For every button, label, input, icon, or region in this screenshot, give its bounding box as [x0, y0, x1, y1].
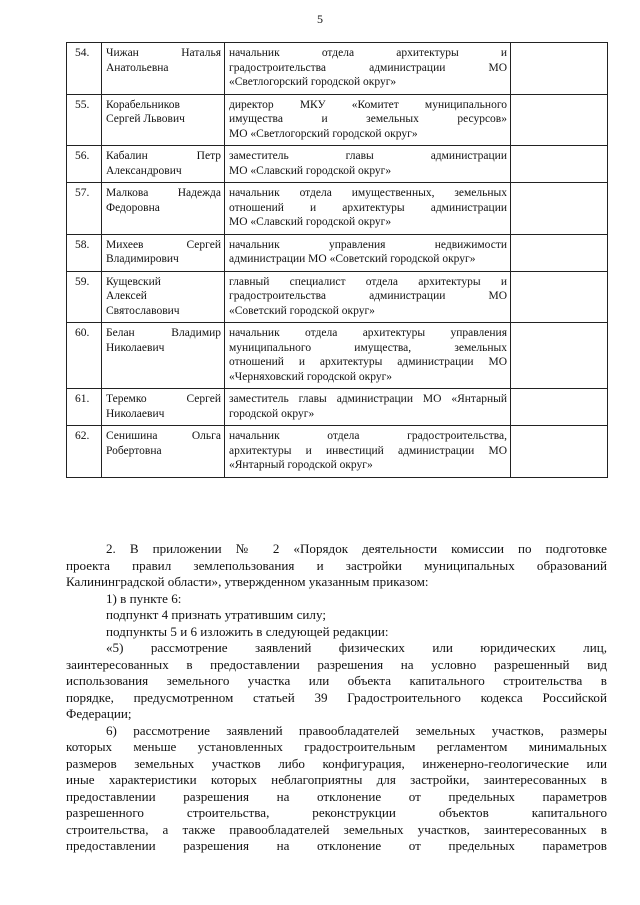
- empty-cell: [511, 43, 608, 95]
- table-row: [67, 271, 608, 323]
- member-position: [225, 271, 511, 323]
- member-position-line: директор МКУ «Комитет муниципального: [229, 98, 507, 111]
- table-row: [67, 94, 608, 146]
- member-position-line: МО «Славский городской округ»: [229, 164, 392, 177]
- member-position-line: начальник отдела архитектуры и: [229, 47, 507, 59]
- member-position: [225, 426, 511, 478]
- member-name: [102, 146, 225, 183]
- row-number: 54.: [67, 43, 102, 95]
- members-table-body: [67, 43, 608, 478]
- member-position-line: начальник управления недвижимости: [229, 238, 507, 251]
- body-line: «5) рассмотрение заявлений физических или юридических лиц,: [106, 640, 607, 655]
- body-line: Калининградской области», утвержденном указанным приказом:: [66, 574, 429, 589]
- member-position-line: заместитель главы администрации МО «Янтарный: [229, 393, 507, 405]
- member-name: [102, 43, 225, 95]
- body-line: которых меньше установленных градостроительным регламентом минимальных: [66, 739, 607, 754]
- member-position-line: «Черняховский городской округ»: [229, 370, 393, 383]
- body-line: использования земельного участка или объекта капитального строительства в: [66, 673, 607, 688]
- member-name: [102, 183, 225, 235]
- body-paragraph: [66, 591, 607, 608]
- member-position-line: архитектуры и инвестиций администрации МО: [229, 444, 507, 457]
- row-number: 61.: [67, 389, 102, 426]
- body-line: подпункт 4 признать утратившим силу;: [106, 607, 326, 622]
- member-position-line: городской округ»: [229, 407, 315, 420]
- member-name-line: Сенишина Ольга: [106, 430, 221, 442]
- table-row: [67, 146, 608, 183]
- member-position: [225, 389, 511, 426]
- member-position: [225, 323, 511, 389]
- body-line: 6) рассмотрение заявлений правообладателей земельных участков, размеры: [106, 722, 607, 738]
- member-name-line: Владимирович: [106, 253, 179, 265]
- member-name: [102, 389, 225, 426]
- empty-cell: [511, 183, 608, 235]
- members-table: [66, 42, 608, 478]
- row-number: 56.: [67, 146, 102, 183]
- member-name-line: Александрович: [106, 164, 182, 177]
- member-position-line: отношений и архитектуры администрации МО: [229, 356, 507, 368]
- body-line: заинтересованных в предоставлении разрешения на условно разрешенный вид: [66, 656, 607, 672]
- member-position-line: МО «Славский городской округ»: [229, 216, 392, 228]
- member-name-line: Николаевич: [106, 407, 165, 420]
- member-position-line: градостроительства администрации МО: [229, 61, 507, 74]
- member-name-line: Федоровна: [106, 201, 160, 214]
- row-number: 62.: [67, 426, 102, 478]
- member-position-line: заместитель главы администрации: [229, 150, 507, 162]
- body-paragraph: [66, 624, 607, 641]
- body-paragraph: [66, 541, 607, 591]
- member-name-line: Сергей Львович: [106, 113, 185, 125]
- member-name-line: Алексей: [106, 290, 147, 302]
- body-line: проекта правил землепользования и застройки муниципальных образований: [66, 557, 607, 573]
- empty-cell: [511, 389, 608, 426]
- member-position: [225, 234, 511, 271]
- empty-cell: [511, 323, 608, 389]
- table-row: [67, 323, 608, 389]
- row-number: 57.: [67, 183, 102, 235]
- member-name-line: Кущевский: [106, 275, 161, 288]
- body-paragraph: [66, 607, 607, 624]
- member-name-line: Белан Владимир: [106, 327, 221, 339]
- table-row: [67, 234, 608, 271]
- empty-cell: [511, 426, 608, 478]
- body-line: разрешенного строительства, реконструкции объектов капитального: [66, 805, 607, 820]
- table-row: [67, 389, 608, 426]
- member-position-line: начальник отдела градостроительства,: [229, 430, 507, 442]
- empty-cell: [511, 94, 608, 146]
- body-line: порядке, предусмотренном статьей 39 Градостроительного кодекса Российской: [66, 689, 607, 705]
- page-number: 5: [317, 12, 323, 26]
- body-line: подпункты 5 и 6 изложить в следующей редакции:: [106, 623, 389, 639]
- member-position-line: «Светлогорский городской округ»: [229, 76, 397, 88]
- body-line: 2. В приложении № 2 «Порядок деятельности комиссии по подготовке: [106, 541, 607, 556]
- member-position: [225, 146, 511, 183]
- member-position-line: градостроительства администрации МО: [229, 290, 507, 302]
- row-number: 60.: [67, 323, 102, 389]
- body-line: предоставлении разрешения на отклонение от предельных параметров: [66, 788, 607, 804]
- empty-cell: [511, 146, 608, 183]
- member-name-line: Малкова Надежда: [106, 187, 221, 199]
- member-position-line: «Янтарный городской округ»: [229, 459, 373, 471]
- empty-cell: [511, 271, 608, 323]
- member-name-line: Теремко Сергей: [106, 393, 221, 405]
- member-name-line: Робертовна: [106, 444, 162, 457]
- table-row: [67, 183, 608, 235]
- body-line: Федерации;: [66, 706, 132, 721]
- member-position-line: начальник отдела имущественных, земельных: [229, 187, 507, 199]
- member-name-line: Кабалин Петр: [106, 150, 221, 162]
- body-line: размеров земельных участков либо конфигурация, инженерно-геологические или: [66, 755, 607, 771]
- member-position-line: главный специалист отдела архитектуры и: [229, 275, 507, 288]
- body-paragraph: [66, 640, 607, 723]
- member-name: [102, 94, 225, 146]
- member-name-line: Корабельников: [106, 98, 180, 111]
- body-text: [66, 541, 607, 855]
- member-name: [102, 426, 225, 478]
- member-position-line: муниципального имущества, земельных: [229, 341, 507, 354]
- member-name: [102, 323, 225, 389]
- member-name-line: Святославович: [106, 304, 180, 317]
- member-position: [225, 43, 511, 95]
- member-position: [225, 94, 511, 146]
- member-position-line: «Советский городской округ»: [229, 304, 375, 317]
- body-paragraph: [66, 723, 607, 855]
- table-row: [67, 426, 608, 478]
- member-position-line: отношений и архитектуры администрации: [229, 201, 507, 214]
- member-name-line: Чижан Наталья: [106, 47, 221, 59]
- member-position-line: имущества и земельных ресурсов»: [229, 113, 507, 125]
- row-number: 55.: [67, 94, 102, 146]
- member-position: [225, 183, 511, 235]
- body-line: строительства, а также правообладателей земельных участков, заинтересованных в: [66, 821, 607, 837]
- empty-cell: [511, 234, 608, 271]
- member-position-line: начальник отдела архитектуры управления: [229, 327, 507, 339]
- member-name-line: Анатольевна: [106, 61, 169, 74]
- row-number: 58.: [67, 234, 102, 271]
- body-line: 1) в пункте 6:: [106, 590, 182, 606]
- body-line: предоставлении разрешения на отклонение от предельных параметров: [66, 838, 607, 853]
- table-row: [67, 43, 608, 95]
- member-position-line: МО «Светлогорский городской округ»: [229, 127, 418, 140]
- member-name: [102, 271, 225, 323]
- member-position-line: администрации МО «Советский городской округ»: [229, 253, 476, 265]
- member-name: [102, 234, 225, 271]
- member-name-line: Михеев Сергей: [106, 238, 221, 251]
- body-line: иные характеристики которых неблагоприятны для застройки, заинтересованных в: [66, 772, 607, 787]
- row-number: 59.: [67, 271, 102, 323]
- member-name-line: Николаевич: [106, 341, 165, 354]
